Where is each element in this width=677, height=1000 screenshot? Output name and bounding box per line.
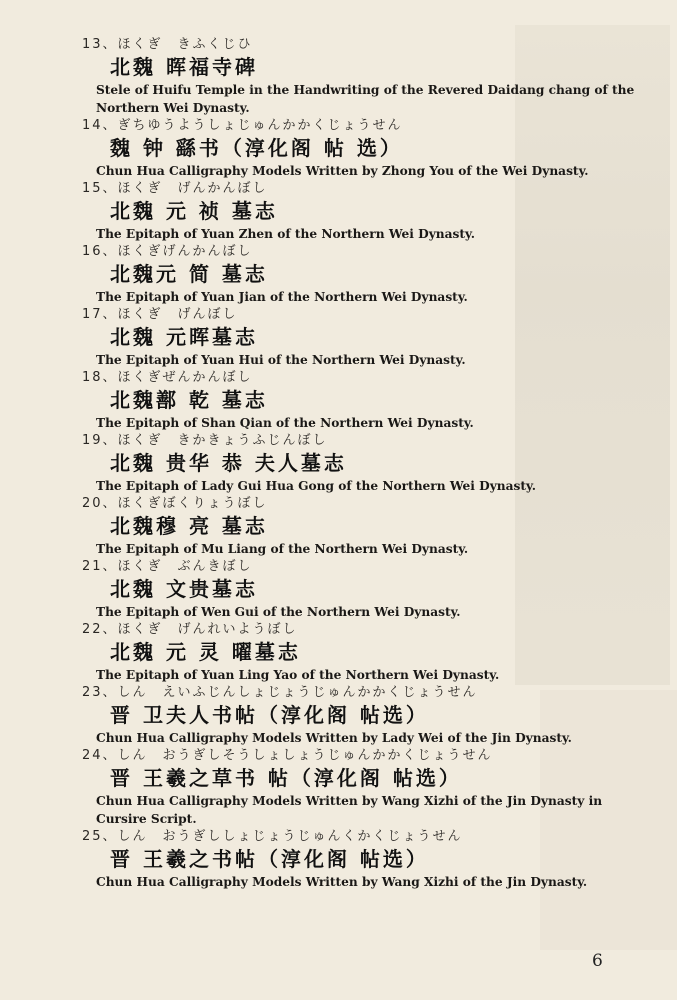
- entry-title: 晋 王羲之草书 帖（淳化阁 帖选）: [110, 766, 462, 790]
- entry-kana: 18、ほくぎぜんかんぼし: [82, 370, 253, 385]
- entry-kana: 16、ほくぎげんかんぼし: [82, 244, 253, 259]
- page-number: 6: [592, 951, 603, 971]
- entry-title: 北魏 元 祯 墓志: [110, 199, 278, 223]
- entry-english: The Epitaph of Yuan Hui of the Northern Wei Dynasty.: [96, 353, 466, 367]
- entry-title: 北魏鄯 乾 墓志: [110, 388, 268, 412]
- catalog-entry-19: [82, 432, 642, 495]
- entry-kana: 22、ほくぎ げんれいようぼし: [82, 622, 298, 637]
- entry-kana: 19、ほくぎ きかきょうふじんぼし: [82, 433, 328, 448]
- entry-kana: 21、ほくぎ ぶんきぼし: [82, 559, 253, 574]
- entry-english: Chun Hua Calligraphy Models Written by Wang Xizhi of the Jin Dynasty.: [96, 875, 588, 889]
- catalog-entry-23: [82, 684, 642, 747]
- catalog-entry-25: [82, 828, 642, 891]
- entry-kana: 13、ほくぎ きふくじひ: [82, 37, 253, 52]
- entry-kana: 25、しん おうぎししょじょうじゅんくかくじょうせん: [82, 829, 463, 844]
- entry-english: The Epitaph of Mu Liang of the Northern Wei Dynasty.: [96, 542, 469, 556]
- entry-title: 晋 王羲之书帖（淳化阁 帖选）: [110, 847, 429, 871]
- catalog-entry-21: [82, 558, 642, 621]
- entry-english: The Epitaph of Yuan Zhen of the Northern Wei Dynasty.: [96, 227, 475, 241]
- entry-title: 晋 卫夫人书帖（淳化阁 帖选）: [110, 703, 429, 727]
- entry-title: 北魏元 简 墓志: [110, 262, 268, 286]
- entry-title: 北魏 晖福寺碑: [110, 55, 258, 79]
- catalog-entry-14: [82, 117, 642, 180]
- entry-title: 北魏穆 亮 墓志: [110, 514, 268, 538]
- catalog-entry-17: [82, 306, 642, 369]
- catalog-entries: [82, 36, 642, 891]
- entry-english: Chun Hua Calligraphy Models Written by Zhong You of the Wei Dynasty.: [96, 164, 589, 178]
- entry-kana: 20、ほくぎぼくりょうぼし: [82, 496, 268, 511]
- entry-title: 北魏 文贵墓志: [110, 577, 258, 601]
- catalog-entry-24: [82, 747, 642, 828]
- catalog-entry-16: [82, 243, 642, 306]
- entry-english: The Epitaph of Yuan Jian of the Northern Wei Dynasty.: [96, 290, 468, 304]
- entry-english: The Epitaph of Lady Gui Hua Gong of the Northern Wei Dynasty.: [96, 479, 536, 493]
- catalog-entry-18: [82, 369, 642, 432]
- entry-english: The Epitaph of Wen Gui of the Northern Wei Dynasty.: [96, 605, 461, 619]
- catalog-entry-15: [82, 180, 642, 243]
- entry-kana: 14、ぎちゆうようしょじゅんかかくじょうせん: [82, 118, 403, 133]
- entry-english: The Epitaph of Yuan Ling Yao of the Northern Wei Dynasty.: [96, 668, 500, 682]
- entry-english: The Epitaph of Shan Qian of the Northern Wei Dynasty.: [96, 416, 474, 430]
- entry-title: 北魏 元晖墓志: [110, 325, 258, 349]
- catalog-entry-20: [82, 495, 642, 558]
- entry-kana: 15、ほくぎ げんかんぼし: [82, 181, 268, 196]
- entry-title: 魏 钟 繇书（淳化阁 帖 选）: [110, 136, 403, 160]
- entry-english: Chun Hua Calligraphy Models Written by Lady Wei of the Jin Dynasty.: [96, 731, 572, 745]
- entry-english: Stele of Huifu Temple in the Handwriting of the Revered Daidang chang of the Northern Wei Dynasty.: [96, 83, 635, 115]
- entry-english: Chun Hua Calligraphy Models Written by Wang Xizhi of the Jin Dynasty in Cursire Script.: [96, 794, 603, 826]
- entry-kana: 24、しん おうぎしそうしょしょうじゅんかかくじょうせん: [82, 748, 493, 763]
- entry-title: 北魏 元 灵 曜墓志: [110, 640, 301, 664]
- entry-kana: 17、ほくぎ げんぼし: [82, 307, 238, 322]
- catalog-entry-22: [82, 621, 642, 684]
- entry-title: 北魏 贵华 恭 夫人墓志: [110, 451, 347, 475]
- entry-kana: 23、しん えいふじんしょじょうじゅんかかくじょうせん: [82, 685, 478, 700]
- catalog-entry-13: [82, 36, 642, 117]
